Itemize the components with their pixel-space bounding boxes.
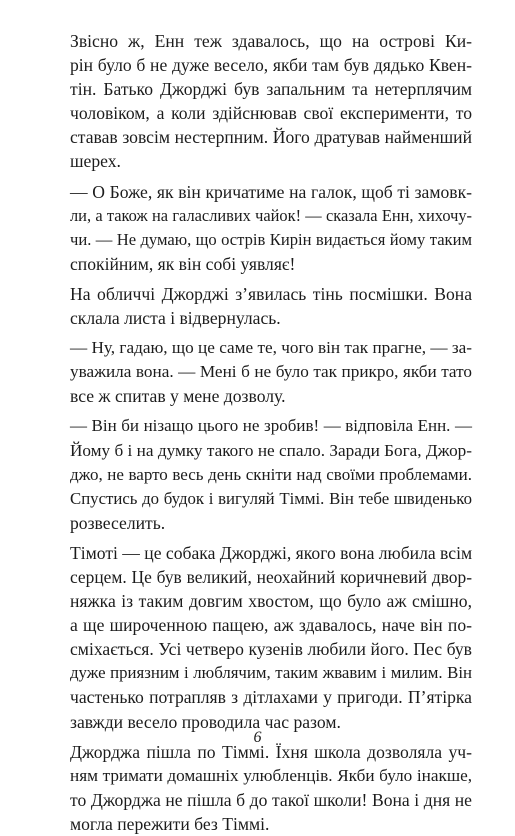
page-number: 6 — [253, 729, 262, 746]
text-line: спокійним, як він собі уявляє! — [70, 253, 296, 274]
text-line: Йому б і на думку такого не спало. Заради Бога, Джор- — [70, 440, 472, 460]
text-line: Звісно ж, Енн теж здавалось, що на острові Ки- — [70, 31, 472, 51]
text-line: — Він би нізащо цього не зробив! — відповіла Енн. — — [70, 416, 472, 436]
text-line: ставав зовсім нестерпним. Його дратував найменший — [70, 127, 472, 148]
text-line: все ж спитав у мене дозволу. — [70, 386, 286, 407]
text-line: завжди весело проводила час разом. — [70, 711, 341, 732]
text-line: няжка із таким довгим хвостом, що було аж смішно, — [70, 591, 472, 612]
text-line: сміхається. Усі четверо кузенів любили його. Пес був — [70, 639, 472, 660]
text-line: частенько потрапляв з дітлахами у пригоди. П’ятірка — [70, 687, 472, 708]
text-line: шерех. — [70, 151, 121, 172]
text-line: могла пережити без Тіммі. — [70, 813, 270, 834]
text-line: серцем. Це був великий, неохайний коричневий двор- — [70, 566, 472, 587]
text-line: дуже приязним і люблячим, таким жвавим і милим. Він — [70, 663, 472, 683]
text-line: Спустись до будок і вигуляй Тіммі. Він тебе швиденько — [70, 488, 472, 508]
text-line: чи. — Не думаю, що острів Кирін видається йому таким — [70, 229, 472, 249]
text-line: тін. Батько Джорджі був запальним та нетерплячим — [70, 79, 472, 100]
text-line: Джорджа пішла по Тіммі. Їхня школа дозволяла уч- — [70, 741, 472, 762]
text-line: чоловіком, а коли здійснював свої експерименти, то — [70, 103, 472, 124]
text-line: — Ну, гадаю, що це саме те, чого він так прагне, — за- — [70, 338, 472, 358]
text-line: а ще широченною пащею, аж здавалось, наче він по- — [70, 615, 472, 636]
text-line: джо, не варто весь день скніти над своїми проблемами. — [70, 464, 472, 484]
text-line: уважила вона. — Мені б не було так прикро, якби тато — [70, 362, 472, 382]
text-line: ли, а також на галасливих чайок! — сказала Енн, хихочу- — [70, 205, 472, 225]
text-line: На обличчі Джорджі з’явилась тінь посмішки. Вона — [70, 283, 472, 304]
body-text — [70, 29, 472, 836]
text-line: розвеселить. — [70, 512, 166, 533]
text-line: то Джорджа не пішла б до такої школи! Вона і дня не — [70, 789, 472, 810]
text-line: рін було б не дуже весело, якби там був дядько Квен- — [70, 55, 472, 76]
text-line: ням тримати домашніх улюбленців. Якби було інакше, — [70, 765, 472, 785]
text-line: Тімоті — це собака Джорджі, якого вона любила всім — [70, 542, 473, 563]
text-line: склала листа і відвернулась. — [70, 308, 281, 329]
text-line: — О Боже, як він кричатиме на галок, щоб ті замовк- — [70, 181, 472, 202]
